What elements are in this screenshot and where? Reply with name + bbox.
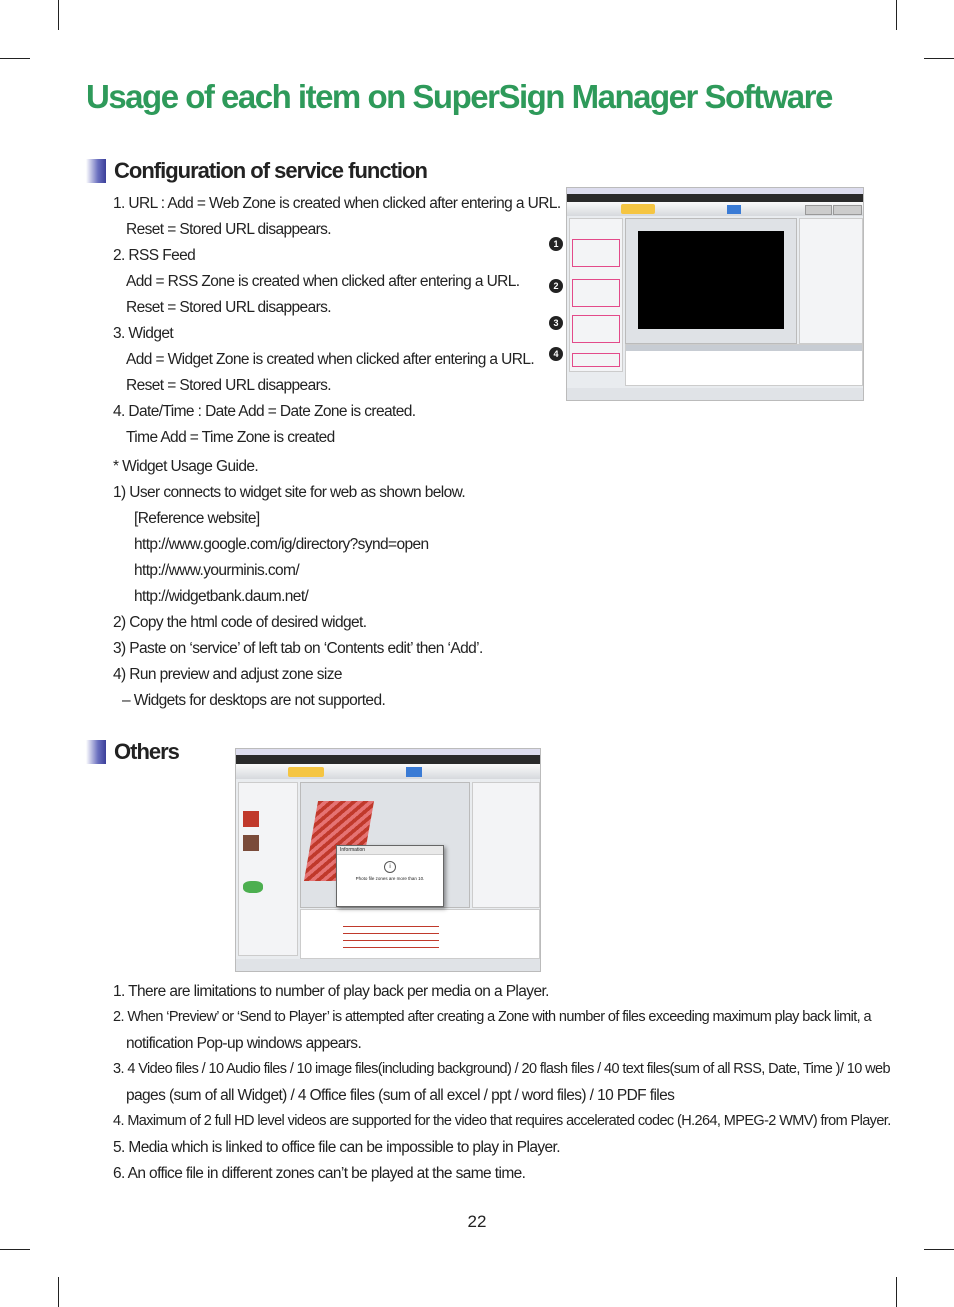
library-panel: [569, 218, 623, 372]
crop-mark: [0, 58, 30, 59]
crop-mark: [924, 58, 954, 59]
text-line: 3. Widget: [113, 325, 174, 342]
section-heading-text: Configuration of service function: [114, 158, 427, 183]
toolbar: [236, 764, 540, 779]
dialog-title: Information: [337, 846, 443, 855]
timeline-panel: [300, 909, 540, 959]
crop-mark: [896, 0, 897, 30]
crop-mark: [924, 1249, 954, 1250]
timeline-tracks: [343, 920, 439, 954]
crop-mark: [0, 1249, 30, 1250]
section-heading-others: [86, 739, 179, 765]
menu-bar: [236, 755, 540, 764]
section-heading-configuration: [86, 158, 427, 184]
text-line: 2) Copy the html code of desired widget.: [113, 614, 367, 631]
url-box: [572, 239, 620, 267]
text-line: 1. There are limitations to number of play back per media on a Player.: [113, 983, 549, 1000]
dialog-message: Photo file zones are more than 10.: [355, 876, 425, 881]
text-line: 6. An office file in different zones can’t be played at the same time.: [113, 1165, 526, 1182]
screenshot-information-popup: [235, 748, 541, 972]
text-line: [Reference website]: [134, 510, 260, 527]
marker-4-icon: 4: [549, 347, 563, 361]
text-line: 3) Paste on ‘service’ of left tab on ‘Contents edit’ then ‘Add’.: [113, 640, 483, 657]
section-heading-text: Others: [114, 739, 179, 764]
toolbar: [567, 202, 863, 216]
text-line: pages (sum of all Widget) / 4 Office files (sum of all excel / ppt / word files) / 10 PDF files: [126, 1087, 675, 1104]
text-line: Reset = Stored URL disappears.: [126, 299, 332, 316]
text-line: Add = RSS Zone is created when clicked after entering a URL.: [126, 273, 520, 290]
information-dialog: [336, 845, 444, 907]
marker-1-icon: 1: [549, 237, 563, 251]
timeline-panel: [625, 344, 863, 386]
url-text: http://www.google.com/ig/directory?synd=open: [134, 536, 429, 553]
properties-panel: [799, 218, 863, 344]
text-line: 4. Maximum of 2 full HD level videos are supported for the video that requires accelerated codec (H.264, MPEG-2 WMV) from Player.: [113, 1113, 891, 1129]
bottom-toolbar: [567, 388, 863, 400]
text-line: 1. URL : Add = Web Zone is created when clicked after entering a URL.: [113, 195, 561, 212]
properties-panel: [472, 782, 540, 908]
url-text: http://widgetbank.daum.net/: [134, 588, 309, 605]
text-line: 3. 4 Video files / 10 Audio files / 10 image files(including background) / 20 flash files / 40 text files(sum of all RSS, Date, Time )/ 10 web: [113, 1061, 890, 1077]
image-thumb-icon: [243, 835, 259, 851]
library-panel: [238, 782, 298, 956]
management-icon: [727, 205, 741, 214]
text-line: 5. Media which is linked to office file can be impossible to play in Player.: [113, 1139, 560, 1156]
datetime-box: [572, 353, 620, 367]
crop-mark: [896, 1277, 897, 1307]
url-text: http://www.yourminis.com/: [134, 562, 300, 579]
widget-box: [572, 315, 620, 343]
menu-bar: [567, 194, 863, 202]
text-line: 2. RSS Feed: [113, 247, 196, 264]
text-line: 2. When ‘Preview’ or ‘Send to Player’ is attempted after creating a Zone with number of files exceeding maximum play back limit, a: [113, 1009, 872, 1025]
page-title: Usage of each item on SuperSign Manager Software: [86, 78, 832, 115]
image-thumb-icon: [243, 811, 259, 827]
marker-2-icon: 2: [549, 279, 563, 293]
text-line: – Widgets for desktops are not supported.: [122, 692, 386, 709]
rss-box: [572, 279, 620, 307]
info-icon: i: [384, 861, 396, 873]
text-line: 4. Date/Time : Date Add = Date Zone is created.: [113, 403, 416, 420]
canvas-panel: [625, 218, 797, 344]
heading-bar-icon: [86, 740, 106, 764]
timeline-header: [626, 345, 862, 351]
text-line: 4) Run preview and adjust zone size: [113, 666, 342, 683]
text-line: Time Add = Time Zone is created: [126, 429, 335, 446]
management-icon: [406, 767, 422, 777]
text-line: * Widget Usage Guide.: [113, 458, 259, 475]
text-line: Reset = Stored URL disappears.: [126, 377, 332, 394]
heading-bar-icon: [86, 159, 106, 183]
crop-mark: [58, 1277, 59, 1307]
contents-edit-icon: [621, 204, 655, 214]
canvas-black-area: [638, 231, 784, 329]
text-line: notification Pop-up windows appears.: [126, 1035, 362, 1052]
crop-mark: [58, 0, 59, 30]
text-line: Add = Widget Zone is created when clicked after entering a URL.: [126, 351, 535, 368]
bottom-toolbar: [236, 959, 540, 971]
message-button: [805, 205, 832, 215]
text-line: 1) User connects to widget site for web as shown below.: [113, 484, 466, 501]
contents-edit-icon: [288, 767, 324, 777]
log-report-button: [833, 205, 862, 215]
text-line: Reset = Stored URL disappears.: [126, 221, 332, 238]
page-number: 22: [467, 1212, 487, 1231]
marker-3-icon: 3: [549, 316, 563, 330]
image-thumb-icon: [243, 881, 263, 893]
screenshot-contents-edit: [566, 187, 864, 401]
